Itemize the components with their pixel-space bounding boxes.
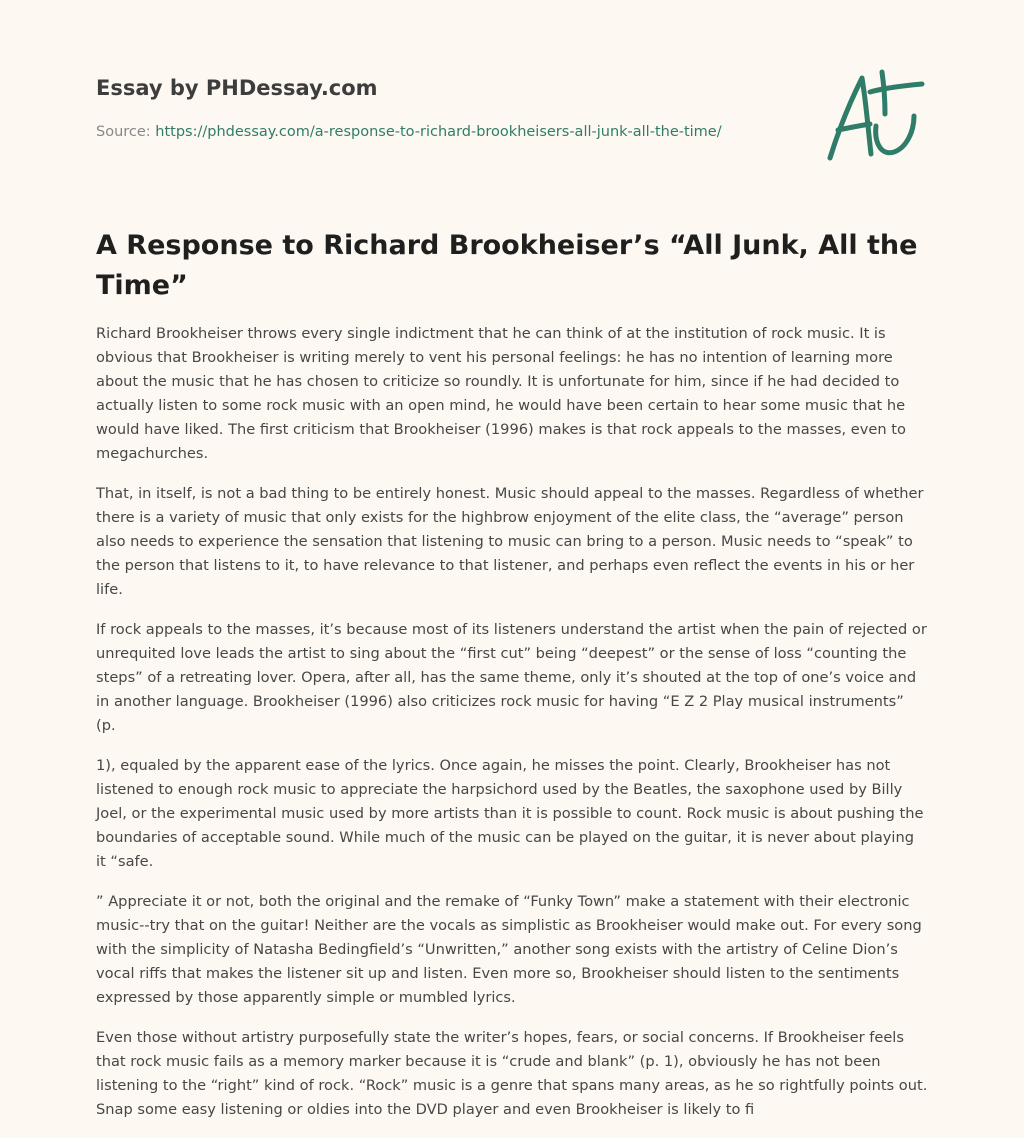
source-label: Source: (96, 124, 151, 140)
paragraph: 1), equaled by the apparent ease of the lyrics. Once again, he misses the point. Clearly, Brookheiser has not listened to enough rock music to appreciate the harpsichord used by the Beatles, the saxophone used by Billy Joel, or the experimental music used by more artists than it is possible to count. Rock music is about pushing the boundaries of acceptable sound. While much of the music can be played on the guitar, it is never about playing it “safe. (96, 757, 924, 870)
paragraph: ” Appreciate it or not, both the original and the remake of “Funky Town” make a statement with their electronic music--try that on the guitar! Neither are the vocals as simplistic as Brookheiser would make out. For every song with the simplicity of Natasha Bedingfield’s “Unwritten,” another song exists with the artistry of Celine Dion’s vocal riffs that makes the listener sit up and listen. Even more so, Brookheiser should listen to the sentiments expressed by those apparently simple or mumbled lyrics. (96, 893, 922, 1006)
site-brand: Essay by PHDessay.com (96, 76, 378, 100)
source-line (96, 124, 722, 140)
a-plus-grade-icon (824, 68, 928, 164)
paragraph: If rock appeals to the masses, it’s because most of its listeners understand the artist when the pain of rejected or unrequited love leads the artist to sing about the “first cut” being “deepest” or the sense of loss “counting the steps” of a retreating lover. Opera, after all, has the same theme, only it’s shouted at the top of one’s voice and in another language. Brookheiser (1996) also criticizes rock music for having “E Z 2 Play musical instruments” (p. (96, 621, 927, 734)
article-body (96, 322, 928, 1138)
article-title: A Response to Richard Brookheiser’s “All Junk, All the Time” (96, 230, 918, 301)
paragraph: That, in itself, is not a bad thing to be entirely honest. Music should appeal to the masses. Regardless of whether there is a variety of music that only exists for the highbrow enjoyment of the elite class, the “average” person also needs to experience the sensation that listening to music can bring to a person. Music needs to “speak” to the person that listens to it, to have relevance to that listener, and perhaps even reflect the events in his or her life. (96, 485, 924, 598)
paragraph: Even those without artistry purposefully state the writer’s hopes, fears, or social concerns. If Brookheiser feels that rock music fails as a memory marker because it is “crude and blank” (p. 1), obviously he has not been listening to the “right” kind of rock. “Rock” music is a genre that spans many areas, as he so rightfully points out. Snap some easy listening or oldies into the DVD player and even Brookheiser is likely to fi (96, 1029, 928, 1118)
source-link[interactable]: https://phdessay.com/a-response-to-richard-brookheisers-all-junk-all-the-time/ (155, 124, 722, 140)
paragraph: Richard Brookheiser throws every single indictment that he can think of at the institution of rock music. It is obvious that Brookheiser is writing merely to vent his personal feelings: he has no intention of learning more about the music that he has chosen to criticize so roundly. It is unfortunate for him, since if he had decided to actually listen to some rock music with an open mind, he would have been certain to hear some music that he would have liked. The first criticism that Brookheiser (1996) makes is that rock appeals to the masses, even to megachurches. (96, 325, 906, 462)
